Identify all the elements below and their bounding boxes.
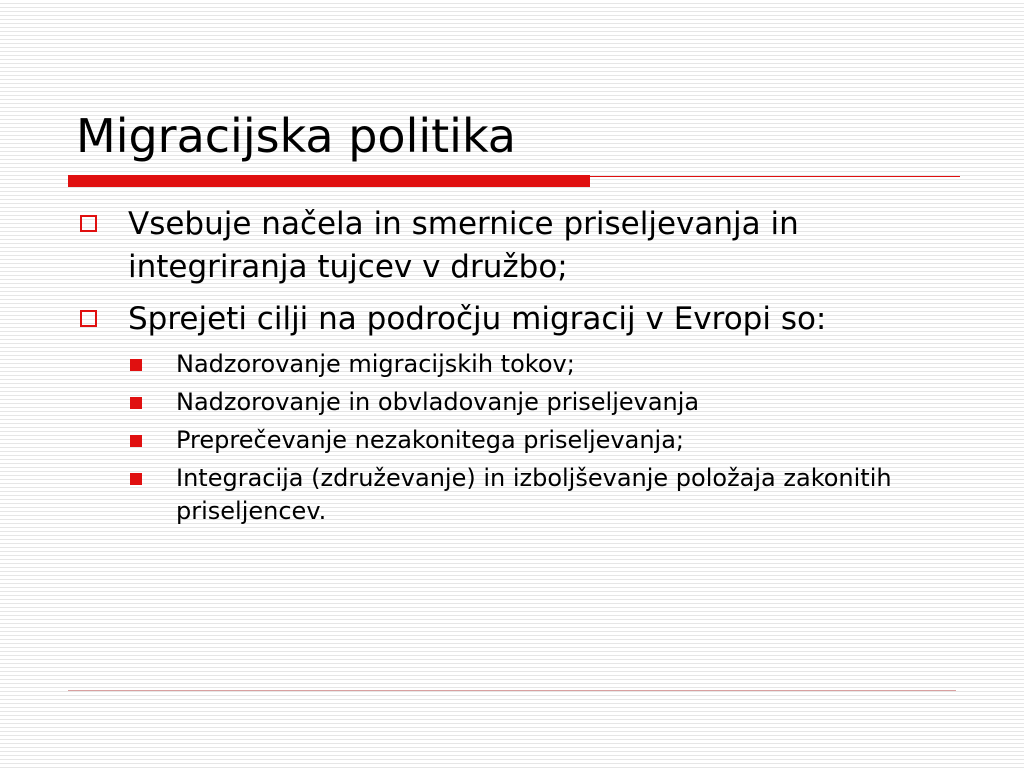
sub-bullet-text: Nadzorovanje in obvladovanje priseljevanja bbox=[176, 388, 700, 416]
bullet-item bbox=[76, 203, 956, 289]
filled-square-icon bbox=[130, 473, 142, 485]
filled-square-icon bbox=[130, 359, 142, 371]
sub-bullet-item bbox=[76, 348, 956, 381]
sub-bullet-text: Nadzorovanje migracijskih tokov; bbox=[176, 350, 575, 378]
title-underline-thin bbox=[590, 176, 960, 177]
sub-bullet-list bbox=[76, 348, 956, 528]
bullet-text: Sprejeti cilji na področju migracij v Evropi so: bbox=[128, 301, 827, 337]
hollow-square-icon bbox=[80, 310, 97, 327]
sub-bullet-item bbox=[76, 462, 956, 528]
bullet-text: Vsebuje načela in smernice priseljevanja in integriranja tujcev v družbo; bbox=[128, 206, 799, 285]
sub-bullet-text: Integracija (združevanje) in izboljševanje položaja zakonitih priseljencev. bbox=[176, 464, 892, 525]
sub-bullet-item bbox=[76, 386, 956, 419]
sub-bullet-text: Preprečevanje nezakonitega priseljevanja; bbox=[176, 426, 684, 454]
footer-divider bbox=[68, 690, 956, 691]
bullet-list bbox=[76, 203, 956, 533]
bullet-item bbox=[76, 298, 956, 341]
filled-square-icon bbox=[130, 397, 142, 409]
sub-bullet-item bbox=[76, 424, 956, 457]
hollow-square-icon bbox=[80, 215, 97, 232]
title-underline-accent bbox=[68, 175, 590, 187]
slide-title: Migracijska politika bbox=[76, 109, 516, 163]
filled-square-icon bbox=[130, 435, 142, 447]
